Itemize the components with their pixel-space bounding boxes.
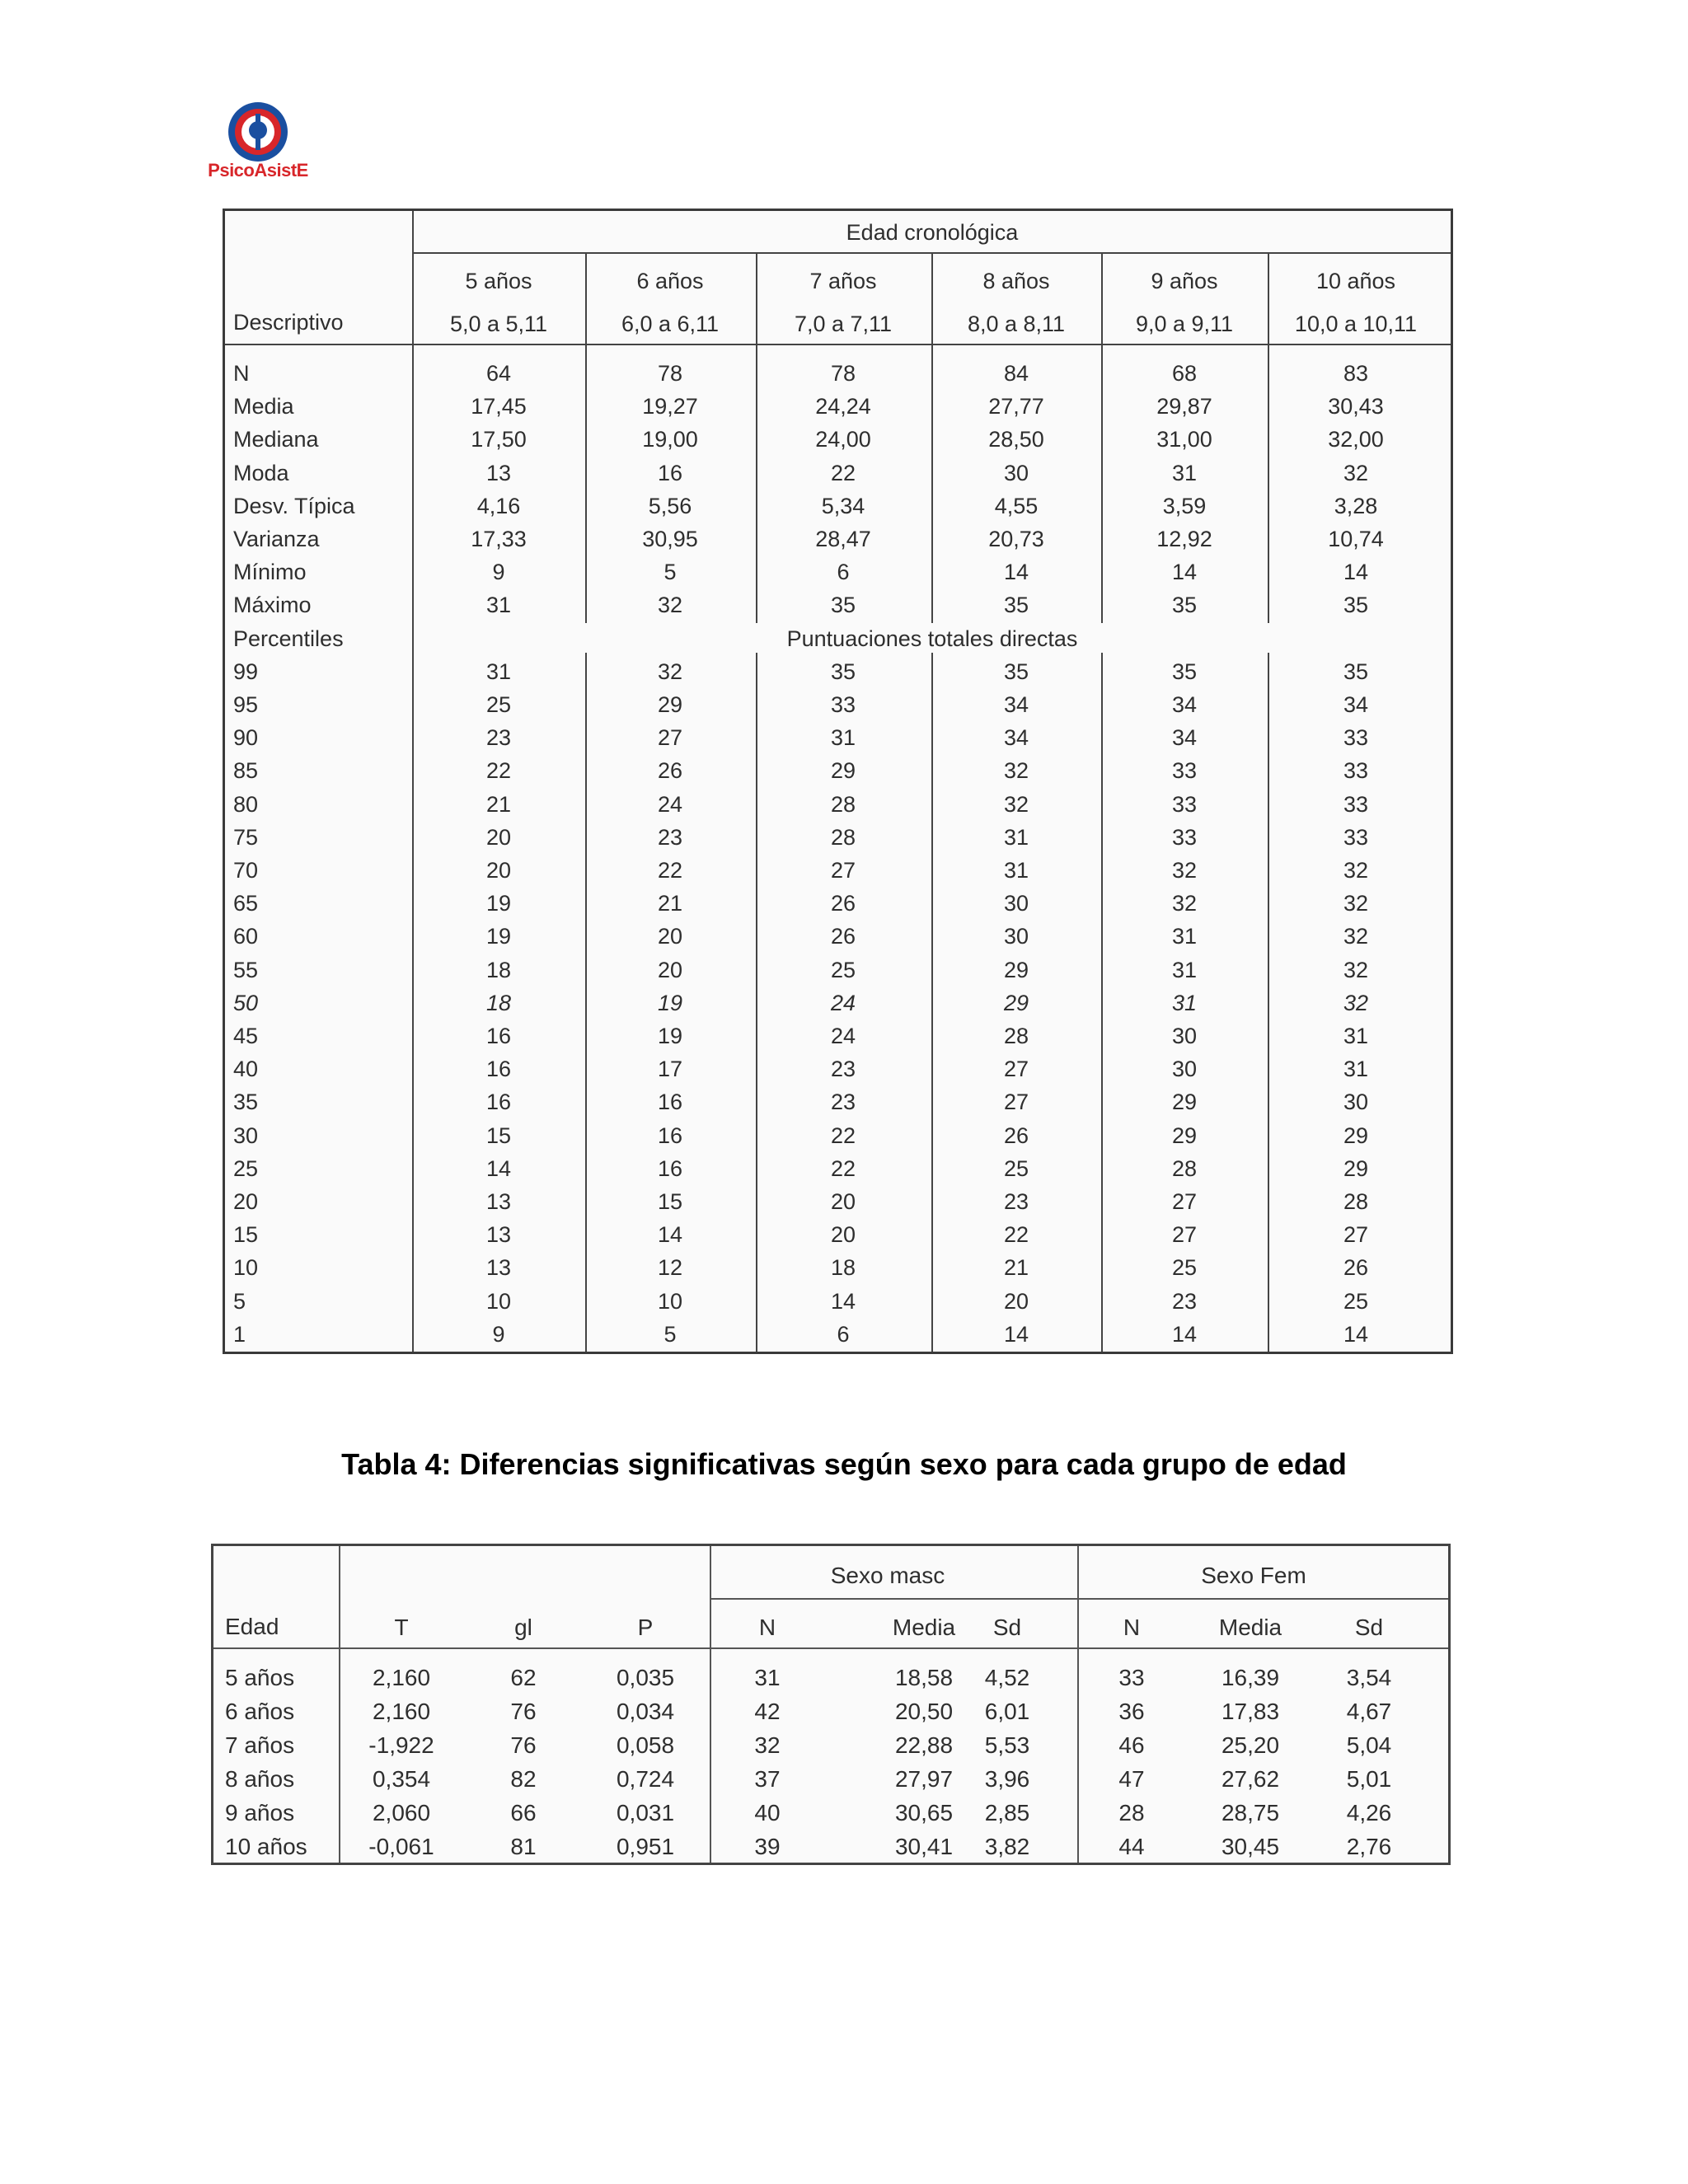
percentile-cell: 33 — [1171, 758, 1198, 784]
percentile-cell: 29 — [1171, 1090, 1198, 1115]
table-cell: 5,04 — [1346, 1732, 1392, 1758]
percentile-cell: 31 — [485, 658, 512, 684]
percentile-cell: 28 — [1003, 1024, 1029, 1048]
descriptive-cell: 32 — [1343, 460, 1369, 485]
column-header: Media — [1218, 1615, 1282, 1640]
table-cell: 27,97 — [894, 1766, 954, 1792]
descriptive-cell: 24,00 — [815, 427, 871, 452]
percentile-row-label: 5 — [233, 1288, 246, 1314]
percentile-row-label: 35 — [233, 1090, 259, 1115]
column-age-header: 9 años — [1151, 269, 1218, 293]
table-cell: 30,45 — [1221, 1834, 1280, 1859]
percentile-cell: 20 — [485, 858, 512, 883]
column-header: Sd — [992, 1615, 1022, 1640]
descriptive-cell: 30,43 — [1328, 394, 1384, 419]
percentile-cell: 20 — [830, 1189, 856, 1214]
percentile-cell: 30 — [1343, 1090, 1369, 1115]
table-cell: 16,39 — [1221, 1665, 1280, 1690]
descriptive-statistics-table — [223, 209, 1453, 1354]
percentile-cell: 16 — [485, 1024, 512, 1048]
percentile-row-label: 95 — [233, 692, 259, 717]
descriptive-cell: 3,28 — [1334, 493, 1378, 518]
table-cell: 30,65 — [894, 1800, 954, 1825]
percentile-row-label: 20 — [233, 1189, 259, 1214]
percentile-cell: 20 — [1003, 1288, 1029, 1314]
descriptive-cell: 14 — [1003, 560, 1029, 585]
descriptive-cell: 24,24 — [815, 394, 871, 419]
table-cell: -0,061 — [368, 1834, 434, 1859]
percentiles-header: Puntuaciones totales directas — [786, 626, 1078, 651]
percentile-cell: 31 — [1171, 924, 1198, 949]
descriptive-cell: 14 — [1343, 560, 1369, 585]
age-row-label: 6 años — [225, 1699, 295, 1724]
percentile-row-label: 55 — [233, 957, 259, 982]
descriptive-cell: 9 — [492, 560, 505, 585]
percentile-cell: 23 — [1003, 1189, 1029, 1214]
percentile-cell: 34 — [1171, 725, 1198, 751]
column-header: P — [637, 1615, 654, 1640]
percentile-cell: 28 — [1171, 1155, 1198, 1181]
percentile-cell: 33 — [1343, 791, 1369, 817]
percentile-cell: 32 — [1171, 858, 1198, 883]
percentile-cell: 34 — [1343, 692, 1369, 717]
descriptive-cell: 12,92 — [1156, 527, 1212, 551]
percentile-cell: 20 — [830, 1222, 856, 1248]
percentile-cell: 15 — [485, 1122, 512, 1148]
percentile-cell: 16 — [485, 1090, 512, 1115]
table-cell: 66 — [510, 1800, 537, 1825]
percentile-cell: 32 — [1171, 891, 1198, 916]
descriptive-cell: 16 — [657, 460, 683, 485]
percentile-cell: 25 — [1343, 1288, 1369, 1314]
descriptive-cell: 30,95 — [642, 527, 698, 551]
percentile-cell: 29 — [1003, 990, 1029, 1015]
descriptive-row-label: Moda — [233, 460, 289, 485]
percentile-cell: 22 — [657, 858, 683, 883]
table-cell: 5,01 — [1346, 1766, 1392, 1792]
table-cell: 0,031 — [616, 1800, 675, 1825]
descriptive-cell: 78 — [657, 361, 683, 386]
descriptive-cell: 28,50 — [988, 427, 1044, 452]
percentile-cell: 32 — [657, 658, 683, 684]
percentile-row-label: 75 — [233, 824, 259, 850]
percentile-cell: 21 — [485, 791, 512, 817]
age-row-label: 7 años — [225, 1732, 295, 1758]
column-header: N — [1123, 1615, 1141, 1640]
percentile-cell: 32 — [1343, 924, 1369, 949]
table-cell: 39 — [754, 1834, 781, 1859]
descriptive-cell: 84 — [1003, 361, 1029, 386]
percentile-cell: 27 — [1171, 1222, 1198, 1248]
percentile-cell: 19 — [657, 990, 683, 1015]
column-age-header: 10 años — [1315, 269, 1396, 293]
percentile-cell: 16 — [657, 1155, 683, 1181]
table-cell: 3,82 — [984, 1834, 1030, 1859]
percentile-cell: 21 — [657, 891, 683, 916]
table-cell: 76 — [510, 1699, 537, 1724]
percentile-cell: 21 — [1003, 1255, 1029, 1281]
percentile-cell: 13 — [485, 1255, 512, 1281]
group-header-sexo-masc: Sexo masc — [830, 1563, 945, 1588]
descriptive-cell: 83 — [1343, 361, 1369, 386]
column-header: Edad — [225, 1614, 279, 1639]
table-cell: 44 — [1118, 1834, 1145, 1859]
percentile-cell: 20 — [657, 957, 683, 982]
percentile-row-label: 45 — [233, 1024, 259, 1048]
percentile-cell: 16 — [657, 1090, 683, 1115]
percentile-row-label: 40 — [233, 1057, 259, 1082]
group-header-sexo-fem: Sexo Fem — [1201, 1563, 1306, 1588]
table-cell: 33 — [1118, 1665, 1145, 1690]
table-cell: 0,724 — [616, 1766, 675, 1792]
percentile-cell: 31 — [1003, 824, 1029, 850]
column-age-header: 5 años — [465, 269, 532, 293]
descriptive-cell: 4,16 — [476, 493, 521, 518]
percentile-row-label: 1 — [233, 1321, 246, 1347]
percentile-cell: 28 — [1343, 1189, 1369, 1214]
table-cell: 2,160 — [372, 1699, 431, 1724]
percentile-cell: 35 — [1171, 658, 1198, 684]
percentile-cell: 22 — [830, 1122, 856, 1148]
descriptive-cell: 31 — [485, 593, 512, 618]
percentile-row-label: 90 — [233, 725, 259, 751]
descriptive-cell: 64 — [485, 361, 512, 386]
percentile-cell: 26 — [1343, 1255, 1369, 1281]
table-cell: 25,20 — [1221, 1732, 1280, 1758]
descriptive-cell: 31,00 — [1156, 427, 1212, 452]
percentile-cell: 6 — [837, 1321, 850, 1347]
column-header: Sd — [1354, 1615, 1384, 1640]
percentile-row-label: 50 — [233, 990, 259, 1015]
table-cell: 37 — [754, 1766, 781, 1792]
percentile-cell: 33 — [1343, 758, 1369, 784]
percentile-cell: 19 — [657, 1024, 683, 1048]
percentile-row-label: 25 — [233, 1155, 259, 1181]
percentile-cell: 23 — [830, 1090, 856, 1115]
descriptive-cell: 17,45 — [471, 394, 527, 419]
percentile-cell: 35 — [830, 658, 856, 684]
descriptive-cell: 19,00 — [642, 427, 698, 452]
percentile-cell: 31 — [1343, 1024, 1369, 1048]
percentile-cell: 25 — [1003, 1155, 1029, 1181]
sex-differences-table — [211, 1544, 1451, 1865]
percentile-cell: 14 — [1003, 1321, 1029, 1347]
table-cell: 47 — [1118, 1766, 1145, 1792]
percentile-cell: 18 — [485, 990, 512, 1015]
percentile-cell: 31 — [1171, 990, 1198, 1015]
table-cell: 28 — [1118, 1800, 1145, 1825]
descriptive-cell: 5,56 — [648, 493, 692, 518]
percentile-cell: 29 — [1343, 1122, 1369, 1148]
table-cell: 0,354 — [372, 1766, 431, 1792]
table-cell: 81 — [510, 1834, 537, 1859]
descriptive-cell: 28,47 — [815, 527, 871, 551]
percentile-cell: 18 — [485, 957, 512, 982]
percentile-cell: 5 — [663, 1321, 677, 1347]
descriptive-cell: 10,74 — [1328, 527, 1384, 551]
percentile-row-label: 10 — [233, 1255, 259, 1281]
column-age-range: 8,0 a 8,11 — [967, 312, 1066, 336]
descriptive-cell: 32,00 — [1328, 427, 1384, 452]
descriptive-cell: 27,77 — [988, 394, 1044, 419]
column-age-range: 7,0 a 7,11 — [794, 312, 893, 336]
column-header: N — [758, 1615, 776, 1640]
table-cell: 2,85 — [984, 1800, 1030, 1825]
descriptive-row-label: N — [233, 361, 250, 386]
table-cell: 27,62 — [1221, 1766, 1280, 1792]
table-cell: 2,76 — [1346, 1834, 1392, 1859]
percentile-cell: 17 — [657, 1057, 683, 1082]
percentile-cell: 30 — [1003, 891, 1029, 916]
column-age-header: 6 años — [636, 269, 704, 293]
table-cell: 31 — [754, 1665, 781, 1690]
percentile-cell: 20 — [657, 924, 683, 949]
percentile-cell: 27 — [1003, 1057, 1029, 1082]
column-age-range: 10,0 a 10,11 — [1294, 312, 1418, 336]
descriptive-row-label: Desv. Típica — [233, 493, 355, 518]
percentile-cell: 34 — [1003, 692, 1029, 717]
percentile-cell: 24 — [830, 1024, 856, 1048]
descriptive-cell: 17,33 — [471, 527, 527, 551]
percentile-cell: 29 — [1343, 1155, 1369, 1181]
percentile-cell: 20 — [485, 824, 512, 850]
descriptive-cell: 19,27 — [642, 394, 698, 419]
percentile-cell: 25 — [485, 692, 512, 717]
column-age-header: 7 años — [809, 269, 877, 293]
percentile-cell: 34 — [1003, 725, 1029, 751]
descriptive-cell: 4,55 — [994, 493, 1039, 518]
descriptive-cell: 5 — [663, 560, 677, 585]
percentile-row-label: 80 — [233, 791, 259, 817]
table-cell: 36 — [1118, 1699, 1145, 1724]
percentile-cell: 30 — [1003, 924, 1029, 949]
descriptive-row-label: Varianza — [233, 527, 320, 551]
descriptive-cell: 20,73 — [988, 527, 1044, 551]
descriptive-cell: 35 — [1003, 593, 1029, 618]
percentile-cell: 14 — [1171, 1321, 1198, 1347]
percentile-cell: 29 — [1171, 1122, 1198, 1148]
table-cell: -1,922 — [368, 1732, 434, 1758]
percentile-cell: 13 — [485, 1189, 512, 1214]
percentile-cell: 13 — [485, 1222, 512, 1248]
percentile-cell: 23 — [657, 824, 683, 850]
percentile-cell: 25 — [830, 957, 856, 982]
percentile-cell: 23 — [1171, 1288, 1198, 1314]
row-header-descriptivo: Descriptivo — [233, 310, 344, 335]
age-row-label: 10 años — [225, 1834, 307, 1859]
table-cell: 0,034 — [616, 1699, 675, 1724]
percentile-cell: 28 — [830, 791, 856, 817]
percentile-cell: 34 — [1171, 692, 1198, 717]
table-cell: 22,88 — [894, 1732, 954, 1758]
descriptive-row-label: Mínimo — [233, 560, 307, 585]
percentile-cell: 29 — [1003, 957, 1029, 982]
table-cell: 2,060 — [372, 1800, 431, 1825]
age-row-label: 5 años — [225, 1665, 295, 1690]
percentile-cell: 32 — [1343, 891, 1369, 916]
descriptive-cell: 6 — [837, 560, 850, 585]
percentile-cell: 14 — [1343, 1321, 1369, 1347]
percentile-cell: 33 — [830, 692, 856, 717]
descriptive-cell: 31 — [1171, 460, 1198, 485]
descriptive-row-label: Media — [233, 394, 294, 419]
column-age-header: 8 años — [982, 269, 1050, 293]
percentile-cell: 32 — [1343, 990, 1369, 1015]
table-caption: Tabla 4: Diferencias significativas según sexo para cada grupo de edad — [341, 1447, 1347, 1481]
percentile-row-label: 30 — [233, 1122, 259, 1148]
percentile-cell: 22 — [830, 1155, 856, 1181]
percentile-cell: 23 — [830, 1057, 856, 1082]
table-cell: 28,75 — [1221, 1800, 1280, 1825]
descriptive-cell: 68 — [1171, 361, 1198, 386]
percentile-cell: 33 — [1171, 791, 1198, 817]
logo-text: PsicoAsistE — [208, 160, 308, 180]
percentile-cell: 26 — [1003, 1122, 1029, 1148]
percentile-cell: 33 — [1343, 824, 1369, 850]
descriptive-cell: 35 — [1343, 593, 1369, 618]
column-age-range: 9,0 a 9,11 — [1135, 312, 1234, 336]
table-cell: 3,54 — [1346, 1665, 1392, 1690]
percentile-cell: 24 — [830, 990, 856, 1015]
percentile-cell: 12 — [657, 1255, 683, 1281]
table-cell: 20,50 — [894, 1699, 954, 1724]
percentile-cell: 31 — [1003, 858, 1029, 883]
percentile-cell: 14 — [830, 1288, 856, 1314]
percentile-cell: 25 — [1171, 1255, 1198, 1281]
percentile-cell: 29 — [830, 758, 856, 784]
percentile-row-label: 99 — [233, 658, 259, 684]
percentile-cell: 33 — [1171, 824, 1198, 850]
percentile-cell: 27 — [830, 858, 856, 883]
table-cell: 62 — [510, 1665, 537, 1690]
table-cell: 46 — [1118, 1732, 1145, 1758]
percentile-cell: 14 — [657, 1222, 683, 1248]
percentile-cell: 19 — [485, 924, 512, 949]
percentile-cell: 22 — [485, 758, 512, 784]
table-cell: 0,058 — [616, 1732, 675, 1758]
percentile-cell: 31 — [1171, 957, 1198, 982]
descriptive-cell: 35 — [830, 593, 856, 618]
percentile-row-label: 60 — [233, 924, 259, 949]
percentile-row-label: 15 — [233, 1222, 259, 1248]
percentile-cell: 31 — [1343, 1057, 1369, 1082]
percentile-cell: 26 — [830, 924, 856, 949]
percentile-cell: 30 — [1171, 1057, 1198, 1082]
percentile-cell: 23 — [485, 725, 512, 751]
percentile-cell: 16 — [657, 1122, 683, 1148]
percentile-row-label: 65 — [233, 891, 259, 916]
column-header: Media — [892, 1615, 956, 1640]
percentile-row-label: 85 — [233, 758, 259, 784]
descriptive-cell: 3,59 — [1162, 493, 1207, 518]
table-cell: 6,01 — [984, 1699, 1030, 1724]
logo-emblem-icon — [196, 97, 320, 163]
percentile-cell: 26 — [830, 891, 856, 916]
percentile-cell: 35 — [1343, 658, 1369, 684]
percentile-cell: 32 — [1343, 957, 1369, 982]
descriptive-cell: 14 — [1171, 560, 1198, 585]
descriptive-cell: 30 — [1003, 460, 1029, 485]
descriptive-cell: 29,87 — [1156, 394, 1212, 419]
group-header-edad-cronologica: Edad cronológica — [846, 220, 1019, 245]
percentile-cell: 32 — [1003, 758, 1029, 784]
table-cell: 32 — [754, 1732, 781, 1758]
column-header: T — [394, 1615, 409, 1640]
descriptive-cell: 13 — [485, 460, 512, 485]
percentile-cell: 27 — [1171, 1189, 1198, 1214]
percentile-cell: 19 — [485, 891, 512, 916]
percentile-cell: 27 — [657, 725, 683, 751]
table-cell: 4,67 — [1346, 1699, 1392, 1724]
table-cell: 0,951 — [616, 1834, 675, 1859]
column-age-range: 5,0 a 5,11 — [449, 312, 548, 336]
percentile-cell: 16 — [485, 1057, 512, 1082]
percentile-cell: 27 — [1003, 1090, 1029, 1115]
percentile-cell: 32 — [1003, 791, 1029, 817]
table-cell: 0,035 — [616, 1665, 675, 1690]
percentile-cell: 18 — [830, 1255, 856, 1281]
descriptive-cell: 35 — [1171, 593, 1198, 618]
table-cell: 4,52 — [984, 1665, 1030, 1690]
percentiles-label: Percentiles — [233, 626, 344, 651]
descriptive-row-label: Mediana — [233, 427, 319, 452]
percentile-cell: 31 — [830, 725, 856, 751]
column-header: gl — [514, 1615, 532, 1640]
percentile-cell: 32 — [1343, 858, 1369, 883]
age-row-label: 9 años — [225, 1800, 295, 1825]
percentile-cell: 22 — [1003, 1222, 1029, 1248]
descriptive-cell: 22 — [830, 460, 856, 485]
descriptive-cell: 78 — [830, 361, 856, 386]
age-row-label: 8 años — [225, 1766, 295, 1792]
table-cell: 76 — [510, 1732, 537, 1758]
percentile-cell: 24 — [657, 791, 683, 817]
table-cell: 2,160 — [372, 1665, 431, 1690]
percentile-cell: 15 — [657, 1189, 683, 1214]
percentile-cell: 33 — [1343, 725, 1369, 751]
column-age-range: 6,0 a 6,11 — [621, 312, 720, 336]
percentile-row-label: 70 — [233, 858, 259, 883]
psicoasiste-logo — [196, 97, 320, 188]
descriptive-cell: 5,34 — [821, 493, 865, 518]
percentile-cell: 30 — [1171, 1024, 1198, 1048]
percentile-cell: 26 — [657, 758, 683, 784]
percentile-cell: 9 — [492, 1321, 505, 1347]
table-cell: 5,53 — [984, 1732, 1030, 1758]
table-cell: 82 — [510, 1766, 537, 1792]
table-cell: 4,26 — [1346, 1800, 1392, 1825]
descriptive-cell: 32 — [657, 593, 683, 618]
percentile-cell: 27 — [1343, 1222, 1369, 1248]
percentile-cell: 10 — [657, 1288, 683, 1314]
descriptive-row-label: Máximo — [233, 593, 312, 618]
percentile-cell: 29 — [657, 692, 683, 717]
percentile-cell: 35 — [1003, 658, 1029, 684]
percentile-cell: 14 — [485, 1155, 512, 1181]
percentile-cell: 28 — [830, 824, 856, 850]
descriptive-cell: 17,50 — [471, 427, 527, 452]
table-cell: 40 — [754, 1800, 781, 1825]
table-cell: 3,96 — [984, 1766, 1030, 1792]
table-cell: 30,41 — [894, 1834, 954, 1859]
table-cell: 18,58 — [894, 1665, 954, 1690]
table-cell: 42 — [754, 1699, 781, 1724]
percentile-cell: 10 — [485, 1288, 512, 1314]
table-cell: 17,83 — [1221, 1699, 1280, 1724]
